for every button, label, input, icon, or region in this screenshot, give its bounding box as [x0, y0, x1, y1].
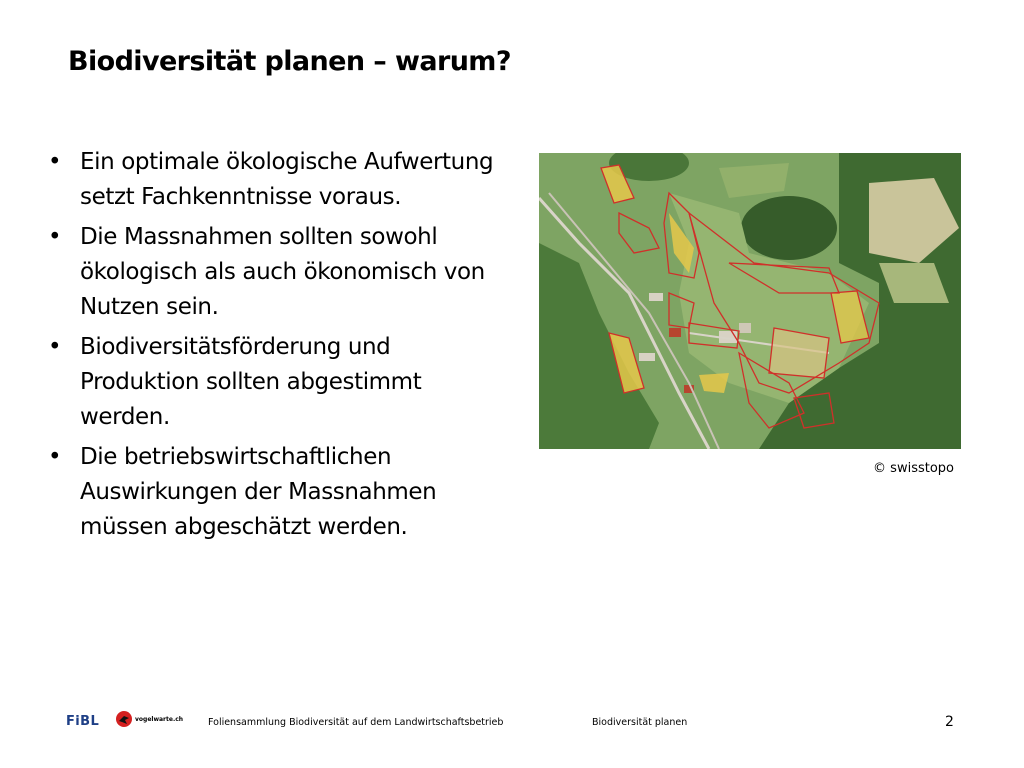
bullet-item: [44, 145, 514, 215]
bullet-item: [44, 220, 514, 325]
bullet-icon: •: [48, 224, 62, 250]
bullet-list: [44, 145, 514, 550]
bullet-item: [44, 330, 514, 435]
bullet-text: Biodiversitätsförderung und Produktion sollten abgestimmt werden.: [80, 334, 422, 430]
bullet-text: Die Massnahmen sollten sowohl ökologisch als auch ökonomisch von Nutzen sein.: [80, 224, 485, 320]
image-credit: © swisstopo: [873, 461, 954, 476]
bullet-icon: •: [48, 149, 62, 175]
footer-collection-title: Foliensammlung Biodiversität auf dem Landwirtschaftsbetrieb: [208, 717, 504, 728]
slide-title: Biodiversität planen – warum?: [68, 46, 511, 77]
bullet-icon: •: [48, 444, 62, 470]
vogelwarte-logo: [115, 710, 183, 728]
bullet-text: Die betriebswirtschaftlichen Auswirkungen der Massnahmen müssen abgeschätzt werden.: [80, 444, 437, 540]
vogelwarte-logo-text: vogelwarte.ch: [135, 715, 184, 723]
bird-icon: [115, 710, 133, 728]
fibl-logo: FiBL: [66, 714, 100, 729]
footer-topic: Biodiversität planen: [592, 717, 688, 728]
bullet-icon: •: [48, 334, 62, 360]
bullet-text: Ein optimale ökologische Aufwertung setzt Fachkenntnisse voraus.: [80, 149, 494, 210]
bullet-item: [44, 440, 514, 545]
footer: [0, 706, 1024, 746]
aerial-photo: [539, 153, 961, 449]
page-number: 2: [945, 714, 954, 730]
